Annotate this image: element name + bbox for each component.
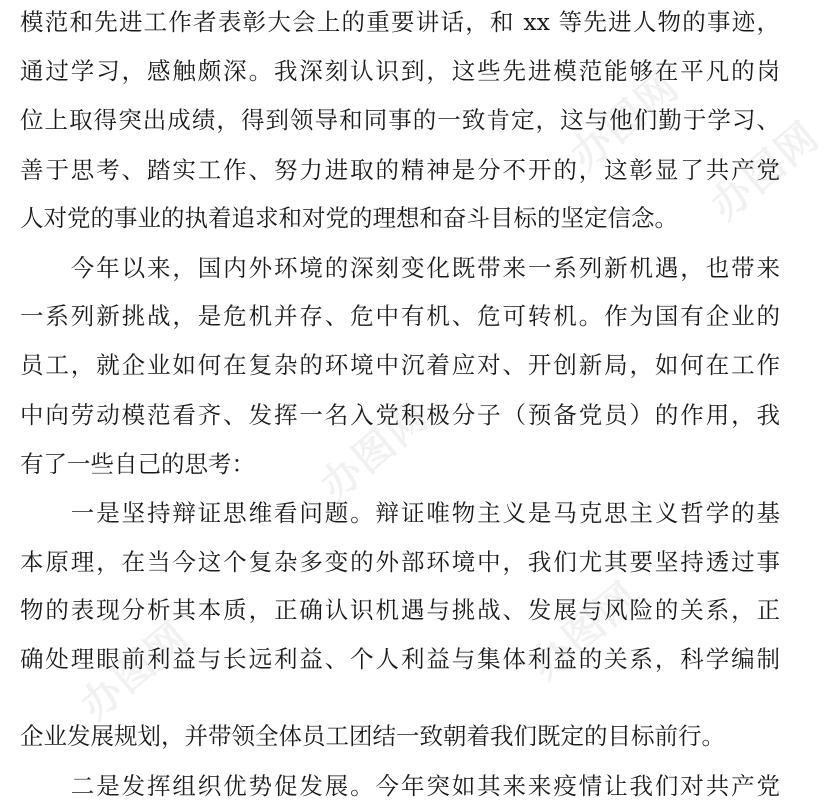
text-line: 一系列新挑战，是危机并存、危中有机、危可转机。作为国有企业的 (20, 302, 780, 330)
watermark: 办图网 (522, 573, 649, 690)
text-line: 通过学习，感触颇深。我深刻认识到，这些先进模范能够在平凡的岗 (20, 57, 780, 85)
paragraph-start-line: 二是发挥组织优势促发展。今年突如其来来疫情让我们对共产党 (20, 772, 780, 800)
text-line: 人对党的事业的执着追求和对党的理想和奋斗目标的坚定信念。 (20, 204, 678, 232)
paragraph-start-line: 一是坚持辩证思维看问题。辩证唯物主义是马克思主义哲学的基 (20, 499, 780, 527)
watermark: 办图网 (702, 113, 829, 230)
text-line: 模范和先进工作者表彰大会上的重要讲话，和 xx 等先进人物的事迹， (20, 8, 780, 36)
text-line: 善于思考、踏实工作、努力进取的精神是分不开的，这彰显了共产党 (20, 156, 780, 184)
text-line: 有了一些自己的思考： (20, 450, 255, 478)
text-line: 确处理眼前利益与长远利益、个人利益与集体利益的关系，科学编制 (20, 645, 780, 673)
watermark: 办图网 (312, 393, 439, 510)
text-line: 企业发展规划，并带领全体员工团结一致朝着我们既定的目标前行。 (20, 722, 725, 750)
text-line: 员工，就企业如何在复杂的环境中沉着应对、开创新局，如何在工作 (20, 351, 780, 379)
watermark: 办图网 (72, 613, 199, 730)
text-line: 物的表现分析其本质，正确认识机遇与挑战、发展与风险的关系，正 (20, 596, 780, 624)
watermark: 办图网 (562, 63, 689, 180)
paragraph-start-line: 今年以来，国内外环境的深刻变化既带来一系列新机遇，也带来 (20, 254, 780, 282)
text-line: 本原理，在当今这个复杂多变的外部环境中，我们尤其要坚持透过事 (20, 548, 780, 576)
text-line: 位上取得突出成绩，得到领导和同事的一致肯定，这与他们勤于学习、 (20, 106, 780, 134)
text-line: 中向劳动模范看齐、发挥一名入党积极分子（预备党员）的作用，我 (20, 401, 780, 429)
